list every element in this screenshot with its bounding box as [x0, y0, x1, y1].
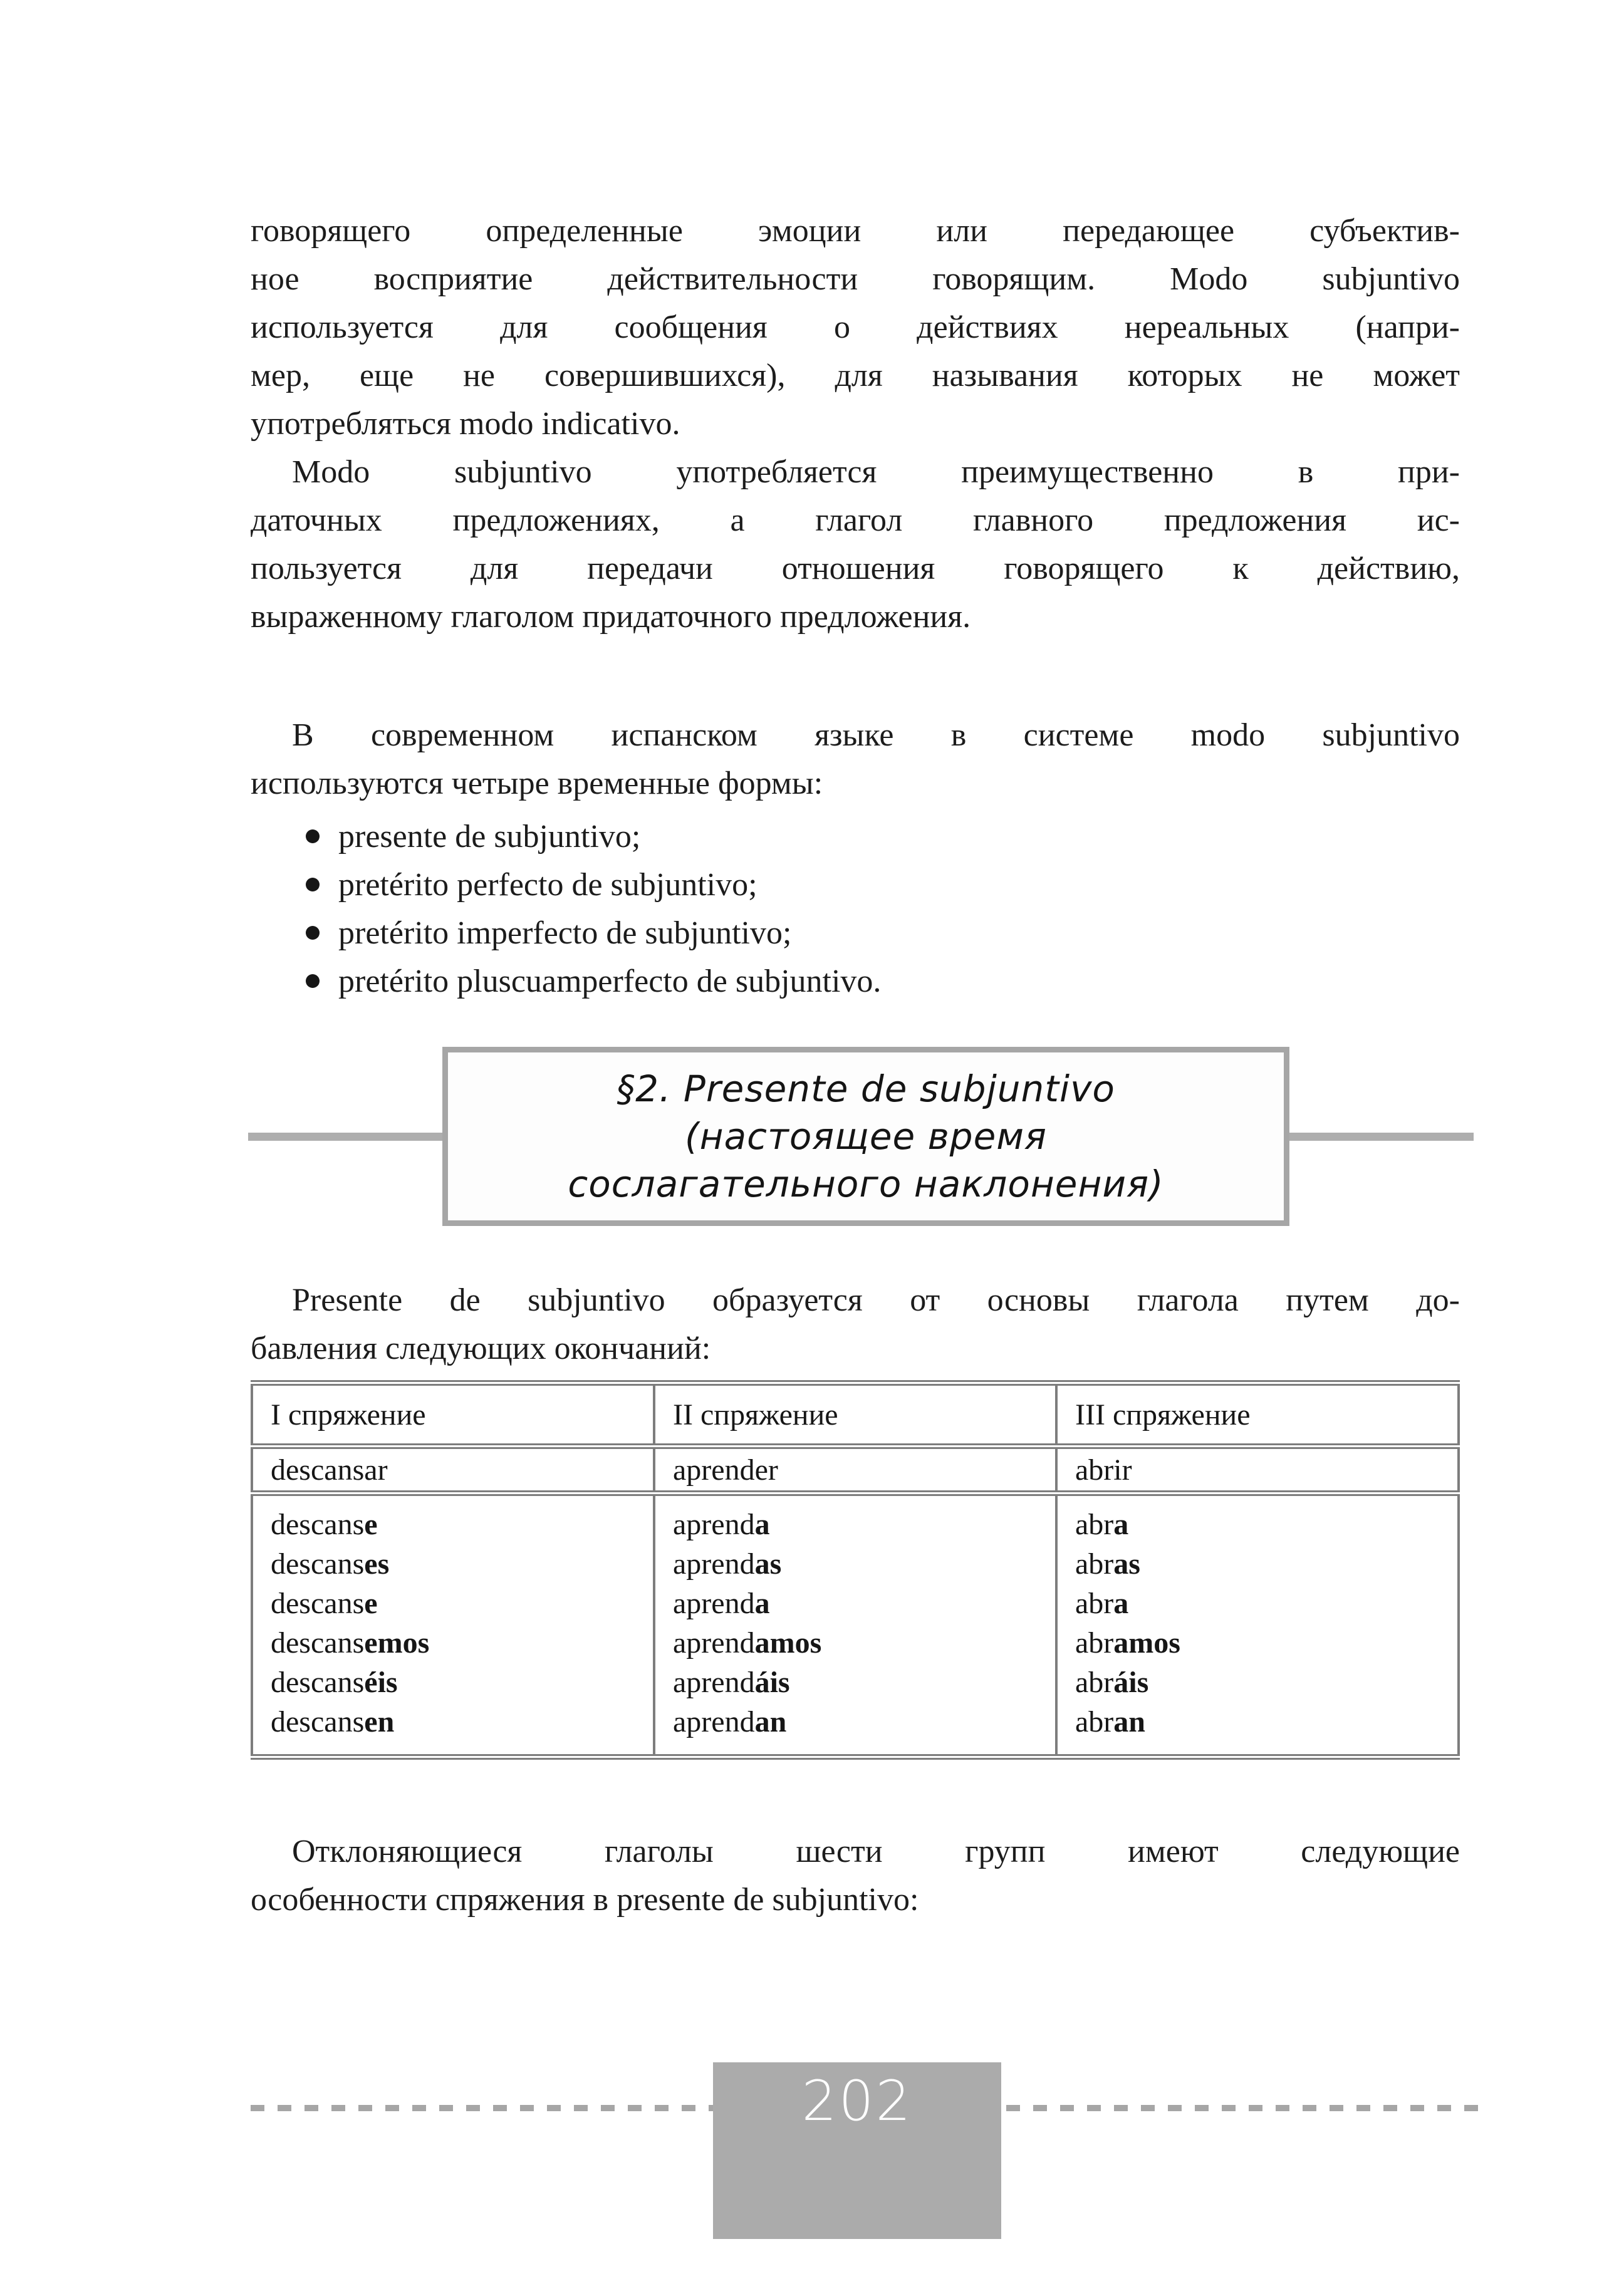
form-ending: an	[1113, 1705, 1145, 1738]
bullet-dot-icon	[306, 829, 320, 843]
page-number: 202	[801, 2069, 913, 2133]
text-line: бавления следующих окончаний:	[251, 1331, 711, 1366]
conjugated-form	[271, 1505, 653, 1544]
infinitive-cell: descansar	[252, 1447, 654, 1493]
form-ending: emos	[364, 1626, 430, 1660]
text-line: В современном испанском языке в системе modo subjuntivo	[292, 717, 1460, 753]
bullet-label: pretérito perfecto de subjuntivo;	[338, 867, 757, 903]
form-stem: abr	[1075, 1547, 1114, 1581]
section-heading-box	[442, 1047, 1289, 1226]
heading-rule-right	[1289, 1133, 1474, 1141]
conjugated-form	[673, 1702, 1055, 1742]
form-ending: amos	[754, 1626, 822, 1660]
form-ending: an	[754, 1705, 787, 1738]
form-stem: descans	[271, 1508, 365, 1541]
conjugated-form	[673, 1623, 1055, 1663]
text-line: ное восприятие действительности говорящим. Modo subjuntivo	[251, 261, 1460, 297]
text-line: (настоящее время	[685, 1115, 1047, 1158]
table-infinitive-row	[252, 1447, 1459, 1493]
form-stem: aprend	[673, 1705, 755, 1738]
footer-page-block	[713, 2062, 1001, 2239]
table-header-cell: III спряжение	[1056, 1383, 1459, 1447]
conjugated-form	[271, 1663, 653, 1702]
conjugated-form	[1075, 1663, 1457, 1702]
form-ending: áis	[1113, 1666, 1149, 1699]
form-ending: e	[364, 1508, 378, 1541]
form-ending: es	[364, 1547, 390, 1581]
table-forms-row	[252, 1493, 1459, 1757]
conjugated-form	[1075, 1544, 1457, 1584]
forms-cell	[654, 1493, 1056, 1757]
form-ending: amos	[1113, 1626, 1180, 1660]
infinitive-cell: aprender	[654, 1447, 1056, 1493]
text-line: даточных предложениях, а глагол главного предложения ис-	[251, 502, 1460, 538]
heading-rule-left	[248, 1133, 442, 1141]
form-stem: descans	[271, 1705, 365, 1738]
text-line: говорящего определенные эмоции или передающее субъектив-	[251, 213, 1460, 249]
form-stem: descans	[271, 1626, 365, 1660]
form-stem: aprend	[673, 1547, 755, 1581]
conjugated-form	[673, 1584, 1055, 1623]
form-stem: abr	[1075, 1626, 1114, 1660]
text-column	[251, 207, 1460, 1924]
text-line: выраженному глаголом придаточного предложения.	[251, 599, 971, 635]
conjugated-form	[1075, 1623, 1457, 1663]
form-stem: abr	[1075, 1508, 1114, 1541]
form-stem: abr	[1075, 1587, 1114, 1620]
form-stem: descans	[271, 1547, 365, 1581]
conjugated-form	[271, 1584, 653, 1623]
forms-cell	[252, 1493, 654, 1757]
form-stem: descans	[271, 1587, 365, 1620]
bullet-dot-icon	[306, 974, 320, 988]
conjugated-form	[673, 1544, 1055, 1584]
form-ending: a	[754, 1587, 770, 1620]
text-line: мер, еще не совершившихся), для называния которых не может	[251, 358, 1460, 393]
form-stem: descans	[271, 1666, 365, 1699]
form-stem: aprend	[673, 1666, 755, 1699]
bullet-label: presente de subjuntivo;	[338, 819, 641, 855]
form-ending: áis	[754, 1666, 790, 1699]
paragraph-1	[251, 207, 1460, 448]
bullet-dot-icon	[306, 878, 320, 891]
text-line: употребляться modo indicativo.	[251, 406, 680, 442]
text-line: используется для сообщения о действиях нереальных (напри-	[251, 309, 1460, 345]
form-stem: aprend	[673, 1508, 755, 1541]
form-stem: aprend	[673, 1587, 755, 1620]
form-stem: aprend	[673, 1626, 755, 1660]
paragraph-2	[251, 448, 1460, 641]
bullet-item	[251, 861, 1460, 909]
text-line: Presente de subjuntivo образуется от основы глагола путем до-	[292, 1282, 1460, 1318]
footer-dash-left	[251, 2105, 713, 2111]
text-line: особенности спряжения в presente de subjuntivo:	[251, 1882, 919, 1918]
form-ending: a	[1113, 1508, 1129, 1541]
text-line: Отклоняющиеся глаголы шести групп имеют следующие	[292, 1834, 1460, 1869]
bullet-label: pretérito pluscuamperfecto de subjuntivo.	[338, 964, 882, 999]
form-stem: abr	[1075, 1705, 1114, 1738]
bullet-item	[251, 813, 1460, 861]
paragraph-5	[251, 1827, 1460, 1924]
text-line: сослагательного наклонения)	[568, 1163, 1164, 1205]
form-ending: e	[364, 1587, 378, 1620]
paragraph-4	[251, 1276, 1460, 1373]
form-ending: as	[754, 1547, 782, 1581]
footer-dash-right	[1006, 2105, 1479, 2111]
text-line: §2. Presente de subjuntivo	[617, 1067, 1115, 1110]
conjugated-form	[673, 1663, 1055, 1702]
conjugated-form	[271, 1702, 653, 1742]
conjugated-form	[1075, 1702, 1457, 1742]
table-header-cell: II спряжение	[654, 1383, 1056, 1447]
infinitive-cell: abrir	[1056, 1447, 1459, 1493]
conjugated-form	[1075, 1584, 1457, 1623]
form-stem: abr	[1075, 1666, 1114, 1699]
form-ending: éis	[364, 1666, 398, 1699]
bullet-item	[251, 909, 1460, 957]
conjugation-table	[251, 1380, 1460, 1760]
bullet-label: pretérito imperfecto de subjuntivo;	[338, 915, 792, 951]
form-ending: en	[364, 1705, 395, 1738]
table-header-cell: I спряжение	[252, 1383, 654, 1447]
bullet-list	[251, 813, 1460, 1005]
bullet-dot-icon	[306, 926, 320, 940]
table-header-row	[252, 1383, 1459, 1447]
text-line: используются четыре временные формы:	[251, 766, 823, 801]
paragraph-3	[251, 711, 1460, 808]
form-ending: as	[1113, 1547, 1140, 1581]
text-line: Modo subjuntivo употребляется преимущественно в при-	[292, 454, 1460, 490]
bullet-item	[251, 957, 1460, 1005]
conjugated-form	[673, 1505, 1055, 1544]
conjugated-form	[271, 1544, 653, 1584]
forms-cell	[1056, 1493, 1459, 1757]
conjugated-form	[271, 1623, 653, 1663]
conjugated-form	[1075, 1505, 1457, 1544]
text-line: пользуется для передачи отношения говорящего к действию,	[251, 551, 1460, 586]
form-ending: a	[1113, 1587, 1129, 1620]
form-ending: a	[754, 1508, 770, 1541]
